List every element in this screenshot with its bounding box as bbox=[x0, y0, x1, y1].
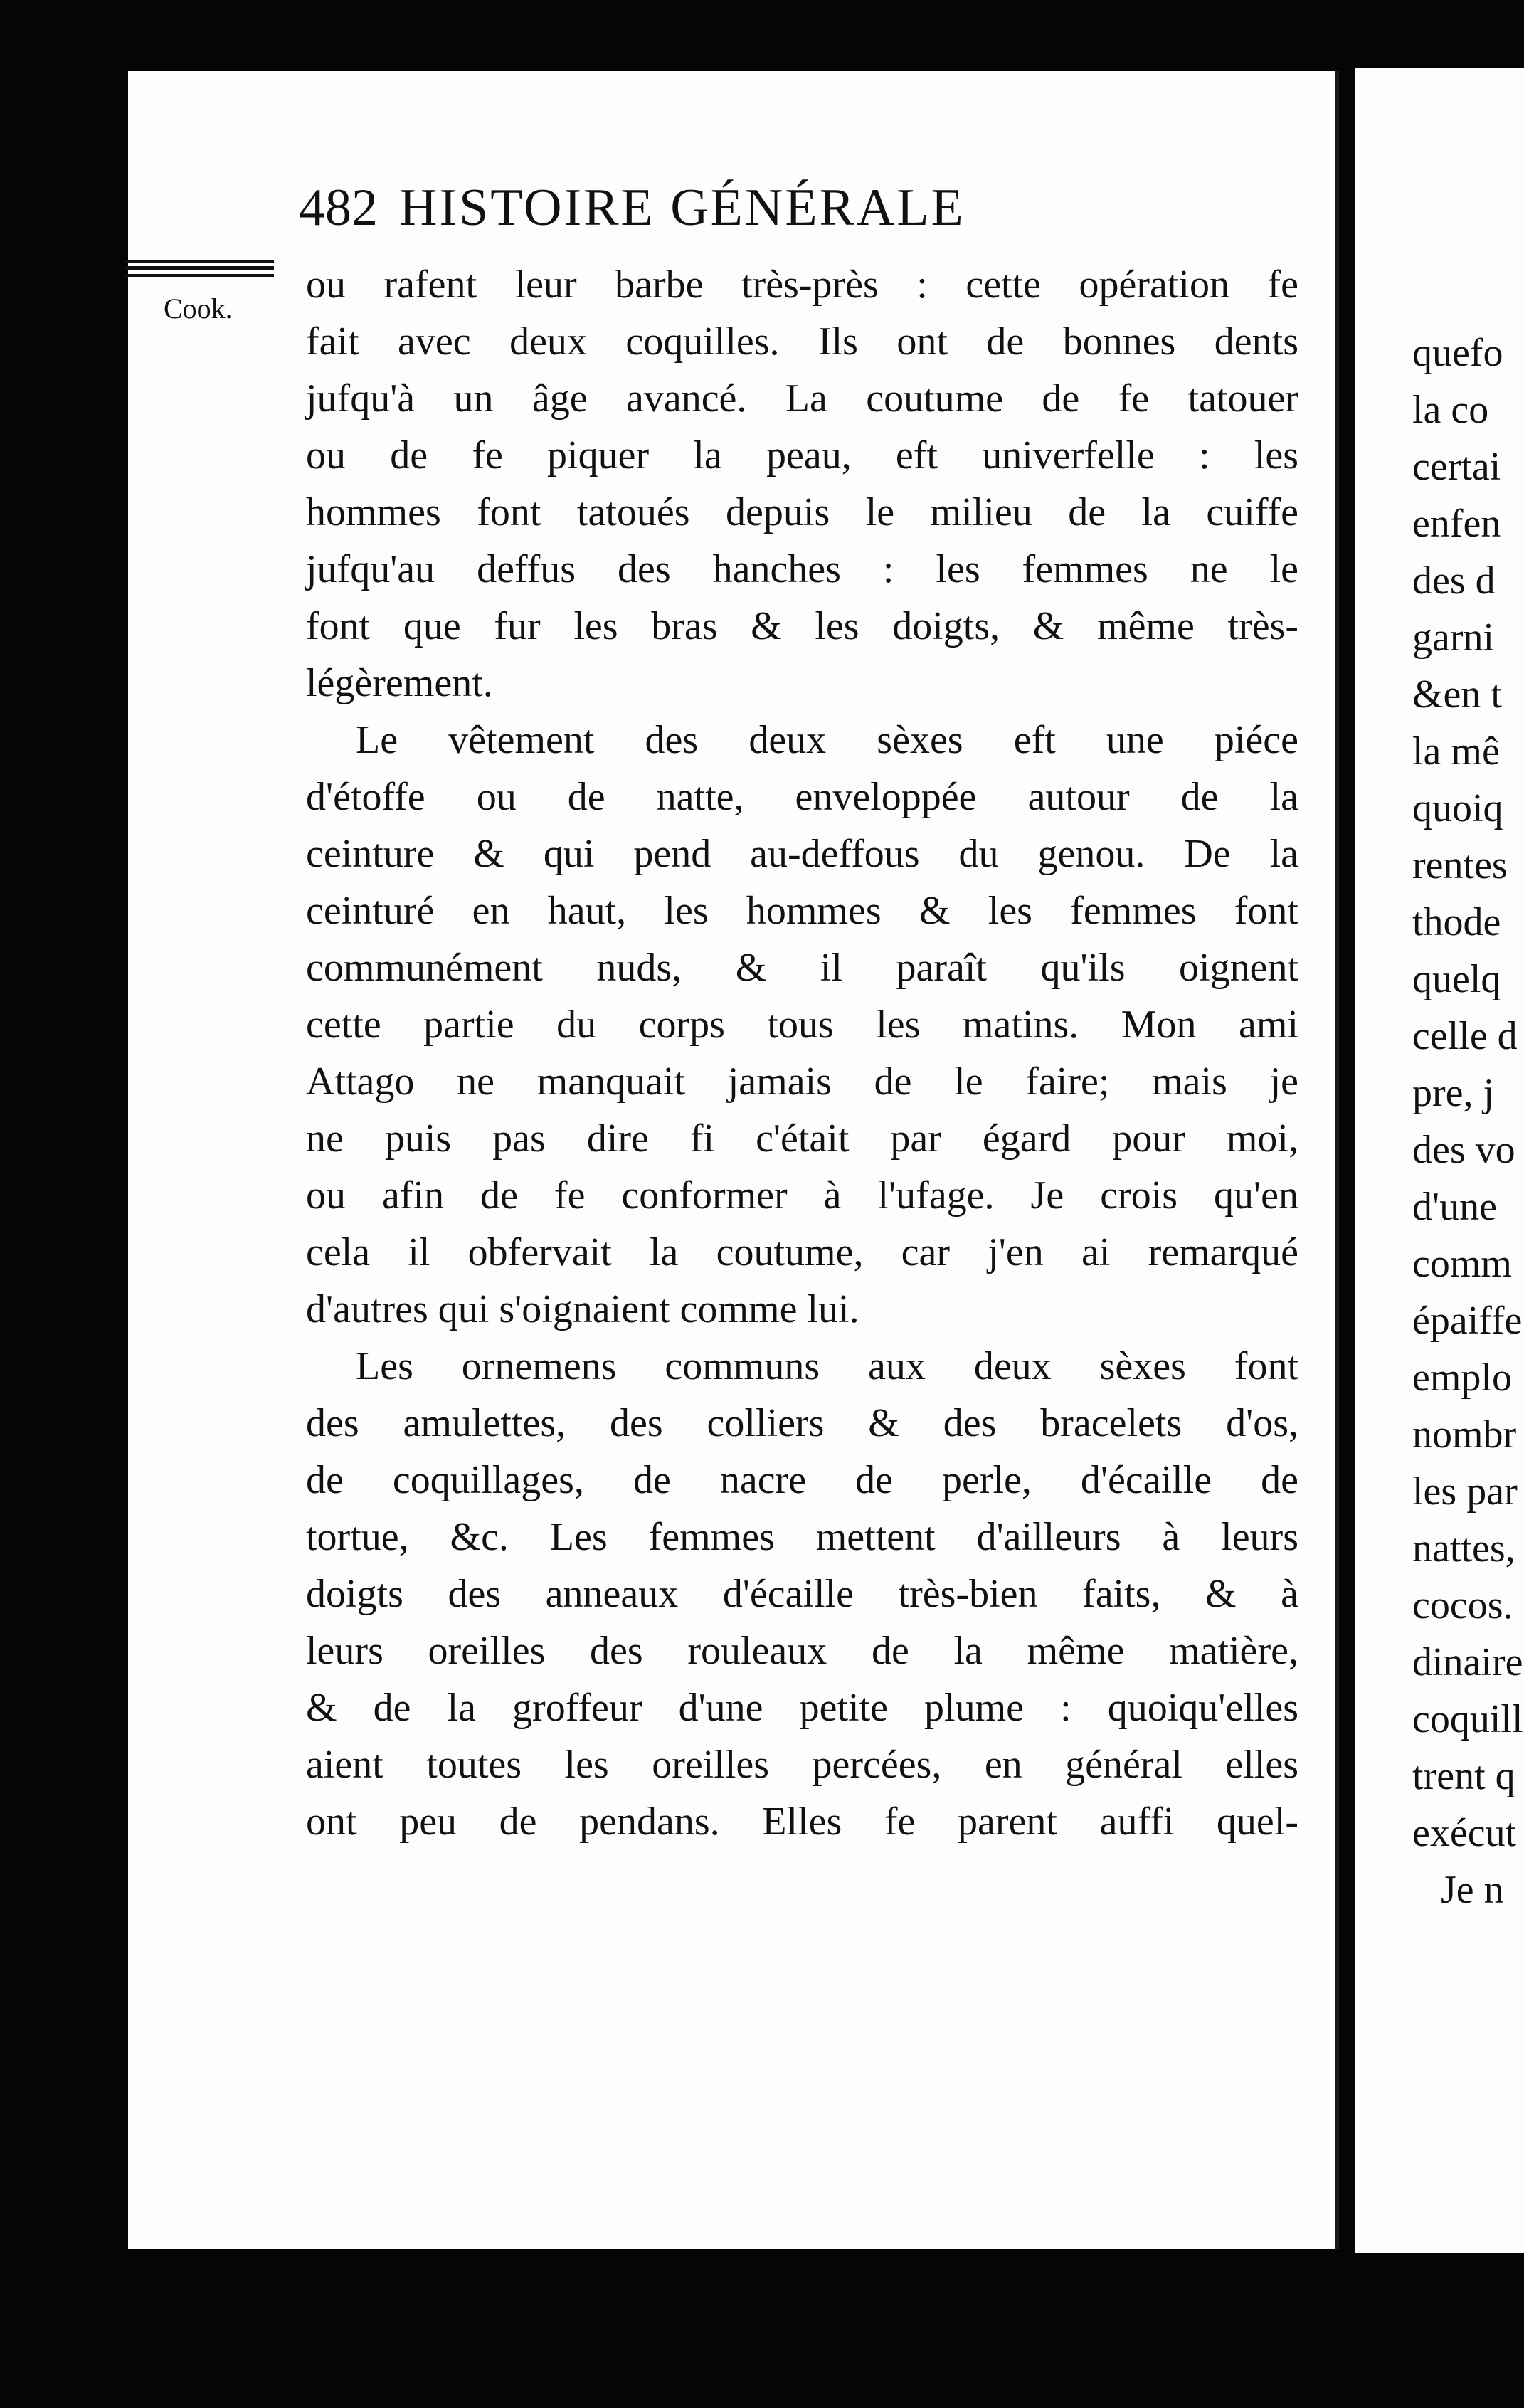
text-line: & de la groffeur d'une petite plume : quoiqu'elles bbox=[306, 1686, 1298, 1730]
fragment-line: garni bbox=[1412, 616, 1495, 660]
facing-page-fragment bbox=[1355, 68, 1524, 2253]
header-title: HISTOIRE GÉNÉRALE bbox=[399, 179, 965, 237]
text-line: ne puis pas dire fi c'était par égard pour moi, bbox=[306, 1116, 1298, 1161]
margin-note: Cook. bbox=[164, 292, 233, 324]
text-line: ou rafent leur barbe très-près : cette opération fe bbox=[306, 263, 1298, 307]
margin-rule bbox=[125, 260, 274, 280]
text-line: font que fur les bras & les doigts, & même très- bbox=[306, 604, 1298, 648]
page-number: 482 bbox=[299, 179, 378, 237]
fragment-line: cocos. bbox=[1412, 1583, 1513, 1627]
fragment-line: coquill bbox=[1412, 1697, 1523, 1741]
fragment-line: exécut bbox=[1412, 1811, 1517, 1855]
text-line: jufqu'au deffus des hanches : les femmes ne le bbox=[306, 547, 1298, 591]
fragment-line: certai bbox=[1412, 445, 1501, 489]
text-line: tortue, &c. Les femmes mettent d'ailleurs à leurs bbox=[306, 1515, 1298, 1559]
text-line: ou afin de fe conformer à l'ufage. Je crois qu'en bbox=[306, 1173, 1298, 1218]
fragment-line: Je n bbox=[1441, 1868, 1504, 1912]
fragment-line: pre, j bbox=[1412, 1071, 1495, 1115]
fragment-line: nattes, bbox=[1412, 1526, 1515, 1570]
text-body bbox=[306, 256, 1298, 1850]
fragment-line: quefo bbox=[1412, 331, 1503, 375]
text-line: fait avec deux coquilles. Ils ont de bonnes dents bbox=[306, 320, 1298, 364]
fragment-line: trent q bbox=[1412, 1754, 1515, 1798]
text-line: ceinturé en haut, les hommes & les femmes font bbox=[306, 889, 1298, 933]
text-line: communément nuds, & il paraît qu'ils oignent bbox=[306, 946, 1298, 990]
text-line: cette partie du corps tous les matins. Mon ami bbox=[306, 1003, 1298, 1047]
fragment-line: celle d bbox=[1412, 1014, 1518, 1058]
fragment-line: dinaire bbox=[1412, 1640, 1523, 1684]
text-line: de coquillages, de nacre de perle, d'écaille de bbox=[306, 1458, 1298, 1502]
fragment-line: les par bbox=[1412, 1469, 1518, 1514]
text-line: jufqu'à un âge avancé. La coutume de fe tatouer bbox=[306, 376, 1298, 421]
text-line: doigts des anneaux d'écaille très-bien faits, & à bbox=[306, 1572, 1298, 1616]
text-line: leurs oreilles des rouleaux de la même matière, bbox=[306, 1629, 1298, 1673]
fragment-line: d'une bbox=[1412, 1185, 1497, 1229]
fragment-line: quelq bbox=[1412, 957, 1501, 1001]
text-line: Le vêtement des deux sèxes eft une piéce bbox=[356, 718, 1298, 762]
fragment-line: emplo bbox=[1412, 1356, 1512, 1400]
fragment-line: comm bbox=[1412, 1242, 1512, 1286]
text-line: ou de fe piquer la peau, eft univerfelle : les bbox=[306, 433, 1298, 477]
fragment-line: la co bbox=[1412, 388, 1489, 432]
fragment-line: la mê bbox=[1412, 729, 1500, 773]
text-line: aient toutes les oreilles percées, en général elles bbox=[306, 1743, 1298, 1787]
fragment-line: des d bbox=[1412, 559, 1496, 603]
text-line: ceinture & qui pend au-deffous du genou. De la bbox=[306, 832, 1298, 876]
fragment-line: quoiq bbox=[1412, 786, 1503, 830]
text-line: hommes font tatoués depuis le milieu de la cuiffe bbox=[306, 490, 1298, 534]
fragment-line: &en t bbox=[1412, 672, 1502, 717]
running-header bbox=[299, 178, 965, 238]
fragment-line: épaiffe bbox=[1412, 1299, 1523, 1343]
text-line: légèrement. bbox=[306, 661, 493, 705]
fragment-line: thode bbox=[1412, 900, 1501, 944]
text-line: ont peu de pendans. Elles fe parent auffi quel- bbox=[306, 1800, 1298, 1844]
text-line: cela il obfervait la coutume, car j'en ai remarqué bbox=[306, 1230, 1298, 1274]
fragment-line: nombr bbox=[1412, 1412, 1517, 1457]
text-line: d'étoffe ou de natte, enveloppée autour de la bbox=[306, 775, 1298, 819]
fragment-line: rentes bbox=[1412, 843, 1508, 887]
fragment-line: des vo bbox=[1412, 1128, 1515, 1172]
text-line: Attago ne manquait jamais de le faire; mais je bbox=[306, 1060, 1298, 1104]
text-line: des amulettes, des colliers & des bracelets d'os, bbox=[306, 1401, 1298, 1445]
text-line: d'autres qui s'oignaient comme lui. bbox=[306, 1287, 859, 1331]
text-line: Les ornemens communs aux deux sèxes font bbox=[356, 1344, 1298, 1388]
fragment-line: enfen bbox=[1412, 502, 1501, 546]
